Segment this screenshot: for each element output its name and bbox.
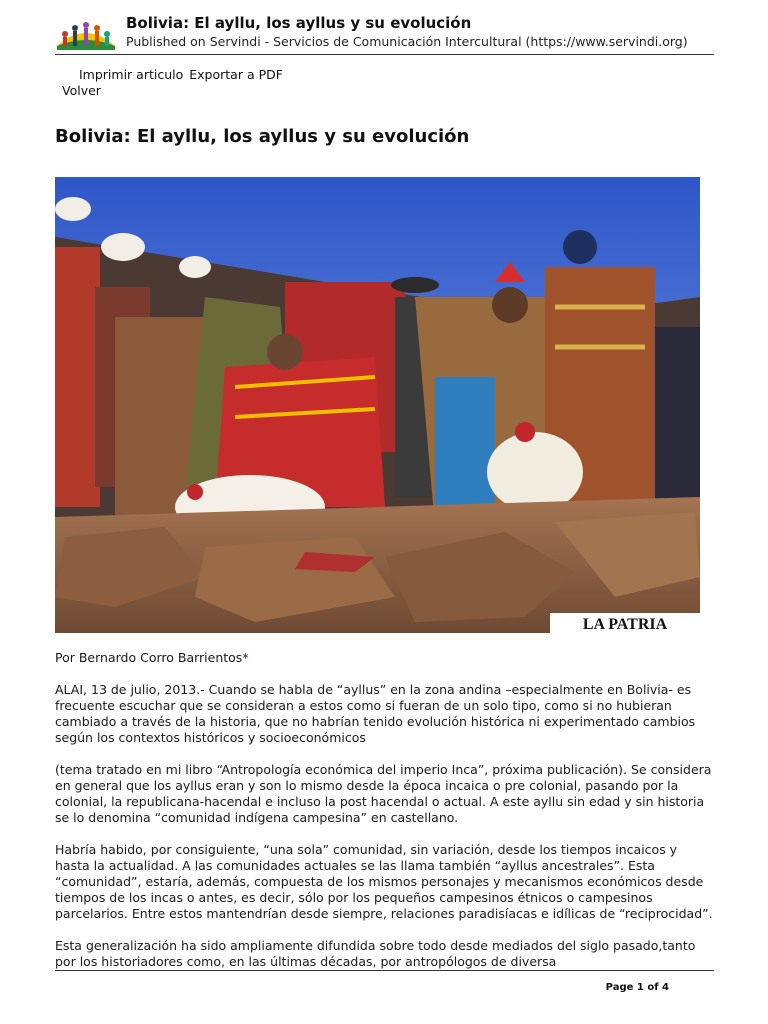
article-title: Bolivia: El ayllu, los ayllus y su evolución (55, 126, 470, 147)
export-pdf-link[interactable]: Exportar a PDF (189, 67, 283, 82)
paragraph-1: ALAI, 13 de julio, 2013.- Cuando se habla de “ayllus” en la zona andina –especialmente en Bolivia- es frecuente escuchar que se consideran a estos como si fueran de un solo tipo, como si no hubieran cambiado a través de la historia, que no habrían tenido evolución histórica ni experimentado cambios según los contextos históricos y socioeconómicos (55, 682, 696, 745)
byline: Por Bernardo Corro Barrientos* (55, 650, 249, 665)
paragraph-3: Habría habido, por consiguiente, “una sola” comunidad, sin variación, desde los tiempos incaicos y hasta la actualidad. A las comunidades actuales se las llama también “ayllus ancestrales”. Esta “comunidad”, estaría, además, compuesta de los mismos personajes y mecanismos económicos desde tiempos de los incas o antes, es decir, sólo por los pequeños campesinos étnicos o campesinos parcelarios. Entre estos mantendrían desde siempre, relaciones paradisíacas e idílicas de “reciprocidad”. (55, 842, 713, 921)
paragraph-2: (tema tratado en mi libro “Antropología económica del imperio Inca”, próxima publicación). Se considera en general que los ayllus eran y son lo mismo desde la época incaica o pre colonial, pasando por la colonial, la republicana-hacendal e incluso la post hacendal o actual. A este ayllu sin edad y sin historia se lo denomina “comunidad indígena campesina” en castellano. (55, 762, 712, 825)
paragraph-4: Esta generalización ha sido ampliamente difundida sobre todo desde mediados del siglo pasado,tanto por los historiadores como, en las últimas décadas, por antropólogos de diversa (55, 938, 696, 969)
photo-watermark: LA PATRIA (582, 616, 668, 633)
article-photo (55, 177, 700, 633)
article-actions (62, 67, 283, 99)
page-header (55, 12, 714, 55)
header-published-line: Published on Servindi - Servicios de Comunicación Intercultural (https://www.servindi.org) (126, 34, 688, 49)
print-link[interactable]: Imprimir articulo (79, 67, 184, 82)
page-number: Page 1 of 4 (605, 982, 669, 993)
servindi-logo (55, 16, 117, 52)
footer-divider (55, 970, 714, 971)
back-link[interactable]: Volver (62, 83, 101, 98)
article-body (55, 650, 715, 986)
header-title: Bolivia: El ayllu, los ayllus y su evolución (126, 14, 472, 32)
